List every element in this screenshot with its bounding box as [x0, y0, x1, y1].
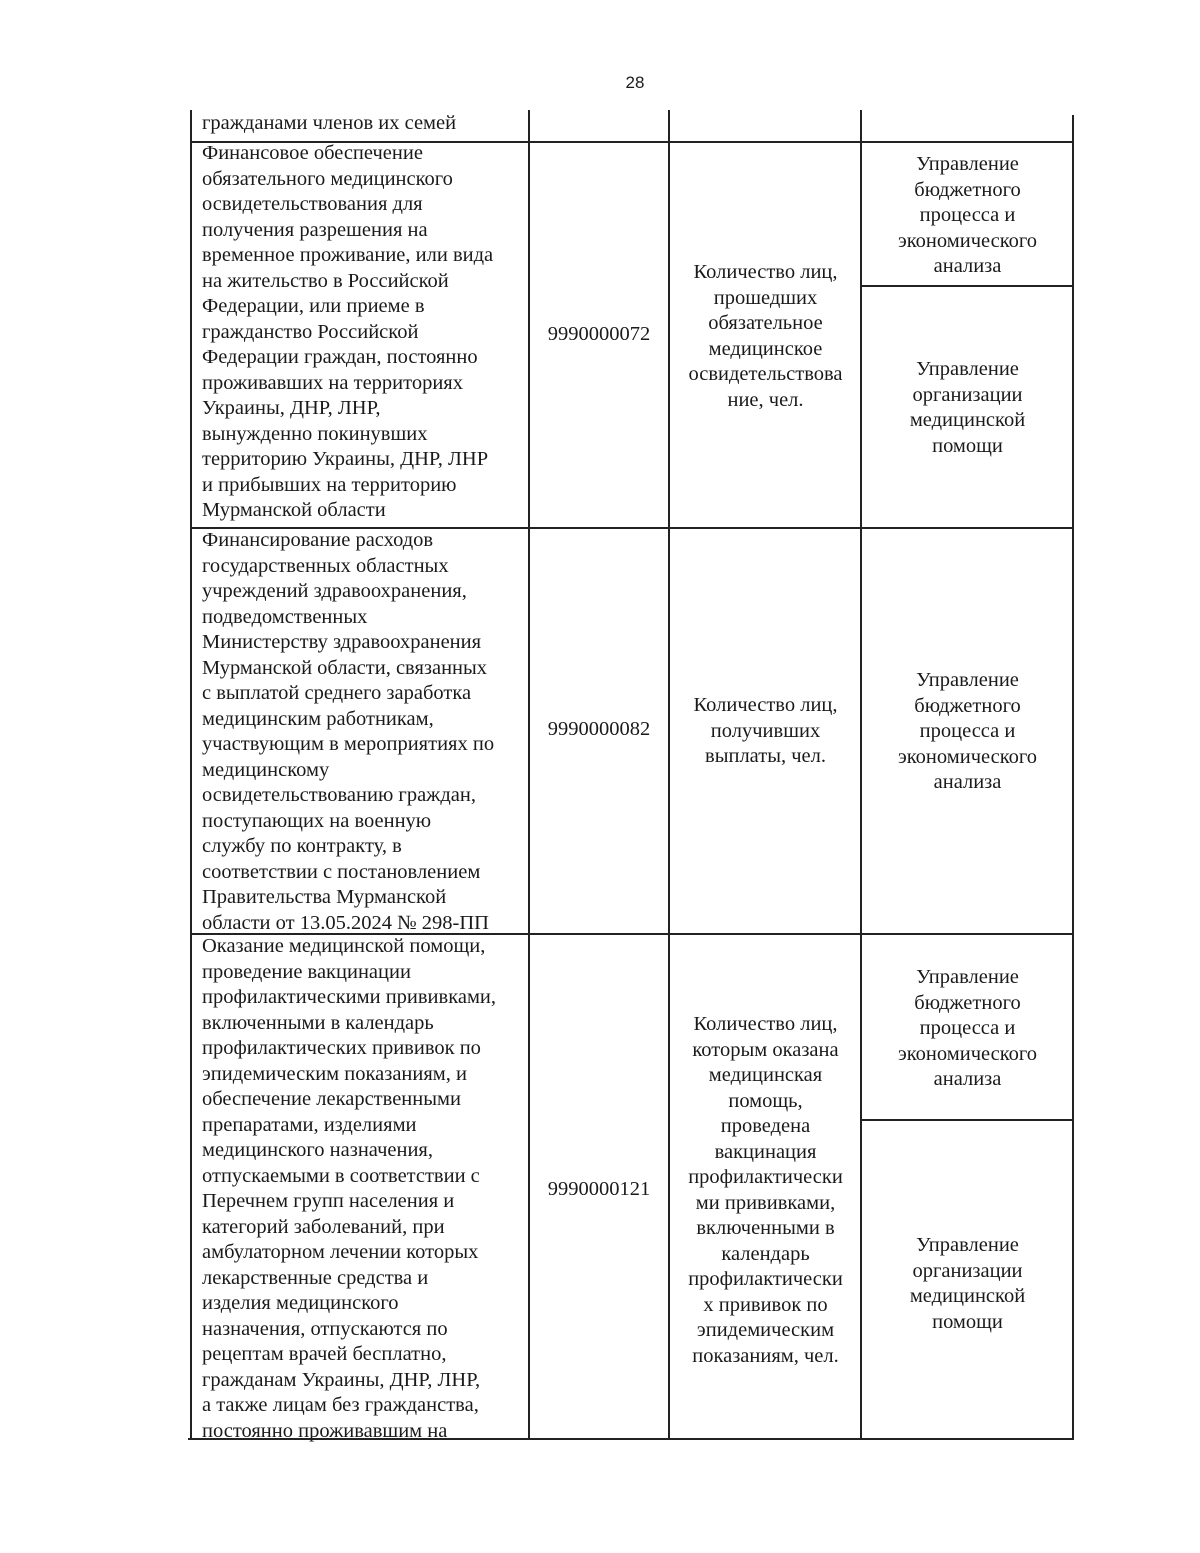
row-3-code: 9990000082 [547, 718, 651, 740]
row-4-code: 9990000121 [547, 1178, 651, 1200]
responsible-split-row-2 [860, 285, 1074, 287]
row-3-indicator: Количество лиц, получивших выплаты, чел. [693, 694, 838, 767]
row-4-responsible-1: Управление бюджетного процесса и экономического анализа [897, 966, 1038, 1090]
page-number: 28 [625, 73, 645, 92]
row-4-responsible-2: Управление организации медицинской помощи [909, 1234, 1026, 1333]
row-2-responsible-2: Управление организации медицинской помощи [909, 358, 1026, 457]
column-divider-1 [528, 110, 530, 1440]
row-3-description: Финансирование расходов государственных областных учреждений здравоохранения, подведомственных Министерству здравоохранения Мурманской области, связанных с выплатой среднего заработка медицинским работникам, участвующим в мероприятиях по медицинскому освидетельствованию граждан, поступающих на военную службу по контракту, в соответствии с постановлением Правительства Мурманской области от 13.05.2024 № 298-ПП [202, 529, 495, 934]
row-2-indicator: Количество лиц, прошедших обязательное медицинское освидетельствова ние, чел. [688, 261, 843, 411]
row-2-code: 9990000072 [547, 323, 651, 345]
row-1-description: гражданами членов их семей [202, 112, 457, 134]
row-4-indicator: Количество лиц, которым оказана медицинская помощь, проведена вакцинация профилактически ми прививками, включенными в календарь профилактически х прививок по эпидемическим показаниям, чел. [688, 1013, 843, 1367]
row-2-responsible-1: Управление бюджетного процесса и экономического анализа [897, 153, 1038, 277]
row-3-responsible-1: Управление бюджетного процесса и экономического анализа [897, 669, 1038, 793]
responsible-split-row-4 [860, 1119, 1074, 1121]
table-border-left [190, 110, 192, 1440]
row-4-description: Оказание медицинской помощи, проведение вакцинации профилактическими прививками, включенными в календарь профилактических прививок по эпидемическим показаниям, и обеспечение лекарственными препаратами, изделиями медицинского назначения, отпускаемыми в соответствии с Перечнем групп населения и категорий заболеваний, при амбулаторном лечении которых лекарственные средства и изделия медицинского назначения, отпускаются по рецептам врачей бесплатно, гражданам Украины, ДНР, ЛНР, а также лицам без гражданства, постоянно проживавшим на [202, 935, 497, 1442]
row-2-description: Финансовое обеспечение обязательного медицинского освидетельствования для получения разрешения на временное проживание, или вида на жительство в Российской Федерации, или приеме в гражданство Российской Федерации граждан, постоянно проживавших на территориях Украины, ДНР, ЛНР, вынужденно покинувших территорию Украины, ДНР, ЛНР и прибывших на территорию Мурманской области [202, 142, 494, 521]
